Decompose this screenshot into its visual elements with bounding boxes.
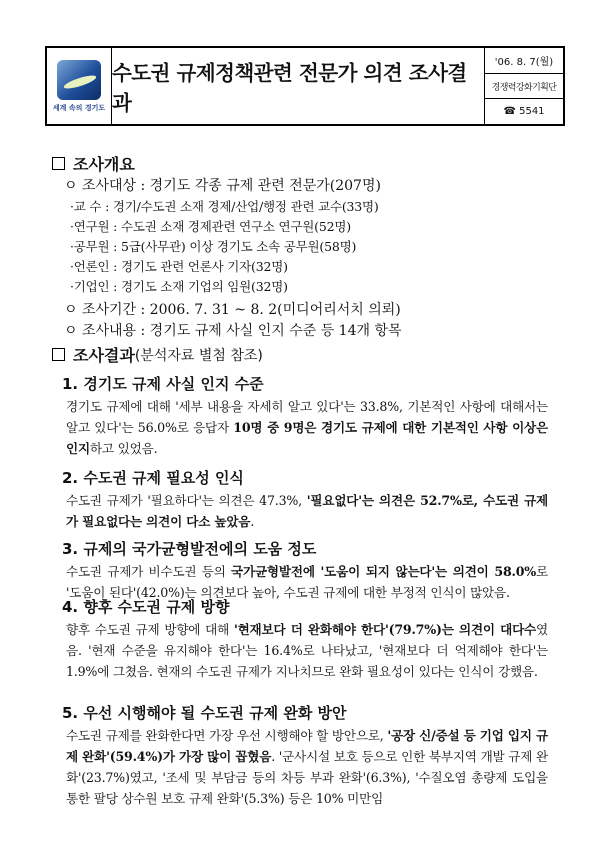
logo-caption: 세계 속의 경기도 — [52, 103, 106, 112]
overview-target: ㅇ 조사대상 : 경기도 각종 규제 관련 전문가(207명) — [64, 178, 381, 194]
result-item-title: 5. 우선 시행해야 될 수도권 규제 완화 방안 — [62, 704, 347, 722]
header-phone: ☎ 5541 — [503, 106, 545, 118]
result-item-text: 경기도 규제에 대해 '세부 내용을 자세히 알고 있다'는 33.8%, 기본적인 사항에 대해서는 알고 있다'는 56.0%로 응답자 10명 중 9명은 경기도 규제에 대한 기본적인 사항 이상은 인지하고 있었음. — [66, 399, 548, 456]
overview-content: ㅇ 조사내용 : 경기도 규제 사실 인지 수준 등 14개 항목 — [64, 323, 402, 339]
overview-group: ·연구원 : 수도권 소재 경제관련 연구소 연구원(52명) — [70, 219, 351, 234]
overview-group: ·교 수 : 경기/수도권 소재 경제/산업/행정 관련 교수(33명) — [70, 199, 379, 214]
overview-group: ·기업인 : 경기도 소재 기업의 임원(32명) — [70, 279, 288, 294]
result-item-text: 수도권 규제가 비수도권 등의 국가균형발전에 '도움이 되지 않는다'는 의견이 58.0%로 '도움이 된다'(42.0%)는 의견보다 높아, 수도권 규제에 대한 부정적 인식이 많았음. — [66, 564, 548, 600]
overview-group: ·공무원 : 5급(사무관) 이상 경기도 소속 공무원(58명) — [70, 239, 357, 254]
overview-group: ·언론인 : 경기도 관련 언론사 기자(32명) — [70, 259, 288, 274]
logo — [47, 48, 112, 124]
result-item-title: 3. 규제의 국가균형발전에의 도움 정도 — [62, 540, 317, 558]
result-item-title: 2. 수도권 규제 필요성 인식 — [62, 469, 244, 487]
result-item-title: 1. 경기도 규제 사실 인지 수준 — [62, 375, 264, 393]
gyeonggi-logo-icon — [57, 60, 101, 100]
square-bullet-icon — [52, 157, 65, 170]
results-heading: 조사결과 (분석자료 별첨 참조) — [52, 343, 263, 366]
header-department: 경쟁력강화기획단 — [485, 74, 563, 100]
result-item-text: 향후 수도권 규제 방향에 대해 '현재보다 더 완화해야 한다'(79.7%)는 의견이 대다수였음. '현재 수준을 유지해야 한다'는 16.4%로 나타났고, '현재보다 더 억제해야 한다'는 1.9%에 그쳤음. 현재의 수도권 규제가 지나치므로 완화 필요성이 있다는 인식이 강했음. — [66, 622, 548, 679]
document-header — [45, 46, 565, 126]
overview-period: ㅇ 조사기간 : 2006. 7. 31 ~ 8. 2(미디어리서치 의뢰) — [64, 302, 401, 318]
result-item-title: 4. 향후 수도권 규제 방향 — [62, 598, 230, 616]
document-title: 수도권 규제정책관련 전문가 의견 조사결과 — [112, 61, 467, 115]
header-meta — [484, 48, 563, 124]
result-item-text: 수도권 규제가 '필요하다'는 의견은 47.3%, '필요없다'는 의견은 52.7%로, 수도권 규제가 필요없다는 의견이 다소 높았음. — [66, 493, 549, 529]
overview-heading: 조사개요 — [52, 152, 135, 175]
square-bullet-icon — [52, 348, 65, 361]
result-item-text: 수도권 규제를 완화한다면 가장 우선 시행해야 할 방안으로, '공장 신/증설 등 기업 입지 규제 완화'(59.4%)가 가장 많이 꼽혔음. '군사시설 보호 등으로 인한 북부지역 개발 규제 완화'(23.7%)였고, '조세 및 부담금 등의 차등 부과 완화'(6.3%), '수질오염 총량제 도입을 통한 팔당 상수원 보호 규제 완화'(5.3%) 등은 10% 미만임 — [66, 728, 549, 806]
header-date: '06. 8. 7(월) — [485, 48, 563, 74]
